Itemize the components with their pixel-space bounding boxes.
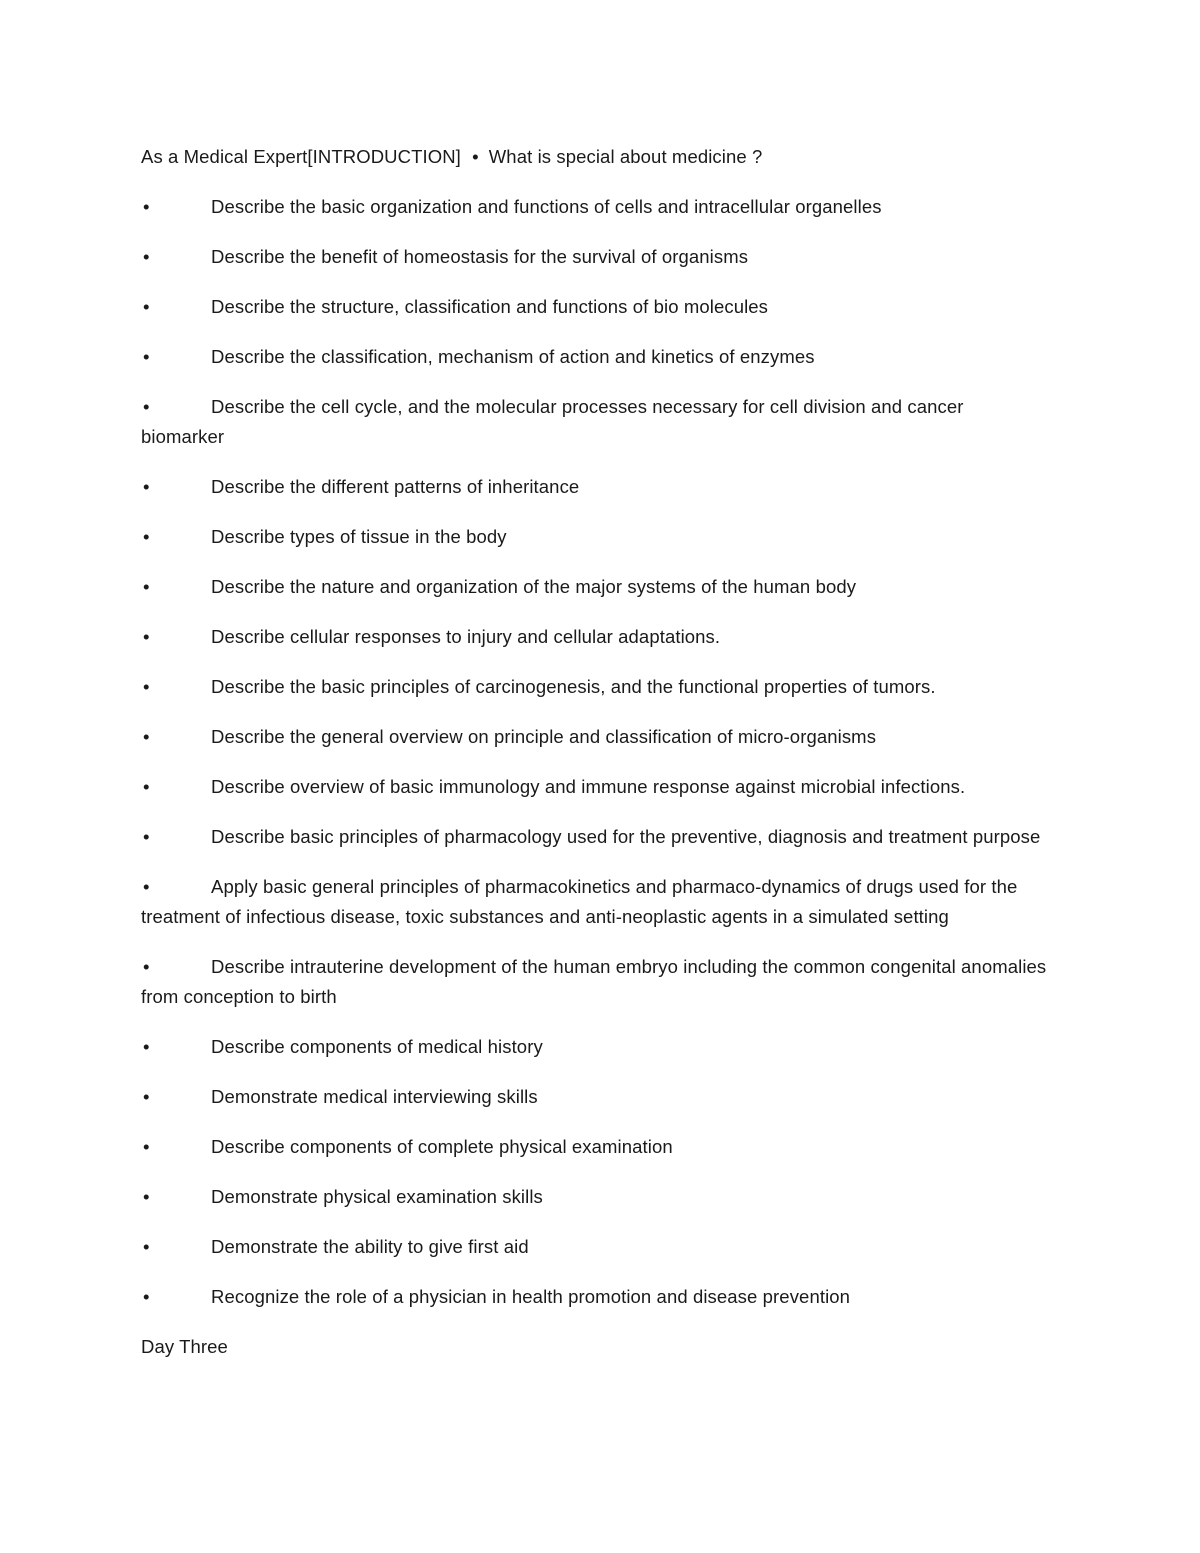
list-item-text: Recognize the role of a physician in health promotion and disease prevention <box>211 1286 851 1307</box>
bullet-icon: • <box>143 346 150 367</box>
objectives-list <box>141 192 1051 1312</box>
list-item <box>141 472 1051 502</box>
list-item-text: Demonstrate the ability to give first aid <box>211 1236 529 1257</box>
list-item <box>141 622 1051 652</box>
list-item-text: Describe intrauterine development of the human embryo including the common congenital anomalies from conception to birth <box>141 956 1047 1007</box>
list-item-text: Describe the general overview on principle and classification of micro-organisms <box>211 726 877 747</box>
bullet-icon: • <box>143 726 150 747</box>
list-item <box>141 672 1051 702</box>
list-item <box>141 1032 1051 1062</box>
intro-paragraph <box>141 142 1051 172</box>
bullet-icon: • <box>143 826 150 847</box>
bullet-icon: • <box>143 1086 150 1107</box>
bullet-icon: • <box>143 1036 150 1057</box>
list-item <box>141 192 1051 222</box>
document-page <box>141 142 1051 1382</box>
list-item-text: Describe cellular responses to injury and cellular adaptations. <box>211 626 721 647</box>
intro-question: What is special about medicine ? <box>488 146 763 167</box>
list-item-text: Describe the benefit of homeostasis for the survival of organisms <box>211 246 749 267</box>
bullet-icon: • <box>143 1136 150 1157</box>
list-item-text: Describe basic principles of pharmacology used for the preventive, diagnosis and treatment purpose <box>211 826 1041 847</box>
list-item-text: Describe the cell cycle, and the molecular processes necessary for cell division and cancer biomarker <box>141 396 964 447</box>
bullet-icon: • <box>143 626 150 647</box>
list-item <box>141 342 1051 372</box>
list-item <box>141 292 1051 322</box>
bullet-icon: • <box>143 296 150 317</box>
intro-bullet: • <box>472 146 479 167</box>
list-item <box>141 722 1051 752</box>
list-item-text: Describe overview of basic immunology and immune response against microbial infections. <box>211 776 966 797</box>
bullet-icon: • <box>143 876 150 897</box>
bullet-icon: • <box>143 1286 150 1307</box>
list-item-text: Describe types of tissue in the body <box>211 526 507 547</box>
list-item <box>141 952 1051 1012</box>
list-item <box>141 1282 1051 1312</box>
list-item <box>141 1182 1051 1212</box>
list-item <box>141 392 1051 452</box>
bullet-icon: • <box>143 956 150 977</box>
bullet-icon: • <box>143 476 150 497</box>
list-item <box>141 1232 1051 1262</box>
list-item <box>141 522 1051 552</box>
list-item-text: Describe the classification, mechanism of action and kinetics of enzymes <box>211 346 815 367</box>
list-item-text: Describe the structure, classification and functions of bio molecules <box>211 296 769 317</box>
list-item-text: Describe components of medical history <box>211 1036 543 1057</box>
bullet-icon: • <box>143 676 150 697</box>
list-item <box>141 242 1051 272</box>
bullet-icon: • <box>143 246 150 267</box>
list-item <box>141 772 1051 802</box>
bullet-icon: • <box>143 1186 150 1207</box>
list-item <box>141 1082 1051 1112</box>
list-item-text: Demonstrate medical interviewing skills <box>211 1086 538 1107</box>
bullet-icon: • <box>143 396 150 417</box>
list-item-text: Demonstrate physical examination skills <box>211 1186 543 1207</box>
list-item-text: Describe the basic organization and functions of cells and intracellular organelles <box>211 196 882 217</box>
list-item <box>141 822 1051 852</box>
list-item <box>141 1132 1051 1162</box>
list-item-text: Apply basic general principles of pharmacokinetics and pharmaco-dynamics of drugs used for the treatment of infectious disease, toxic substances and anti-neoplastic agents in a simulated setting <box>141 876 1018 927</box>
bullet-icon: • <box>143 576 150 597</box>
day-heading: Day Three <box>141 1336 228 1357</box>
list-item-text: Describe components of complete physical examination <box>211 1136 673 1157</box>
bullet-icon: • <box>143 776 150 797</box>
bullet-icon: • <box>143 1236 150 1257</box>
list-item-text: Describe the different patterns of inheritance <box>211 476 580 497</box>
list-item-text: Describe the basic principles of carcinogenesis, and the functional properties of tumors. <box>211 676 936 697</box>
bullet-icon: • <box>143 196 150 217</box>
list-item <box>141 872 1051 932</box>
bullet-icon: • <box>143 526 150 547</box>
intro-lead: As a Medical Expert[INTRODUCTION] <box>141 146 461 167</box>
list-item <box>141 572 1051 602</box>
list-item-text: Describe the nature and organization of the major systems of the human body <box>211 576 857 597</box>
